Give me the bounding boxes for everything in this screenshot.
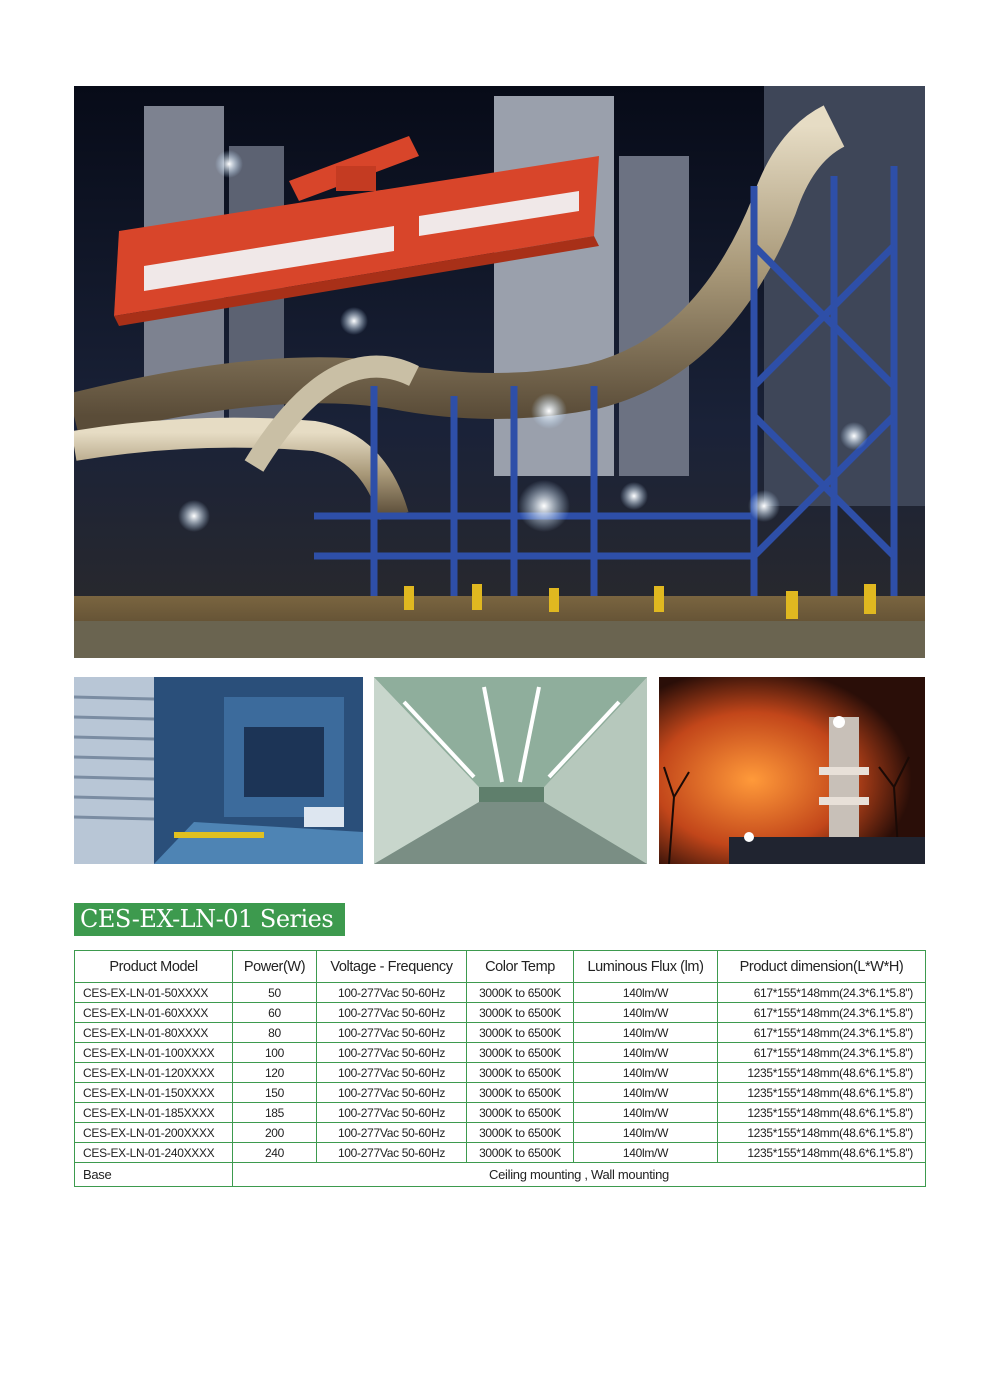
header-product-dimension: Product dimension(L*W*H): [718, 951, 926, 983]
cell-power: 150: [233, 1083, 317, 1103]
cell-dimension: 617*155*148mm(24.3*6.1*5.8"): [718, 1023, 926, 1043]
cell-flux: 140lm/W: [574, 1063, 718, 1083]
cell-power: 60: [233, 1003, 317, 1023]
cell-voltage: 100-277Vac 50-60Hz: [317, 1043, 467, 1063]
cell-voltage: 100-277Vac 50-60Hz: [317, 1123, 467, 1143]
cell-color-temp: 3000K to 6500K: [467, 1043, 574, 1063]
table-row-base: [75, 1163, 926, 1187]
thumbnail-corridor: [374, 677, 647, 864]
cell-dimension: 617*155*148mm(24.3*6.1*5.8"): [718, 983, 926, 1003]
header-product-model: Product Model: [75, 951, 233, 983]
cell-flux: 140lm/W: [574, 983, 718, 1003]
cell-dimension: 617*155*148mm(24.3*6.1*5.8"): [718, 1003, 926, 1023]
cell-power: 120: [233, 1063, 317, 1083]
cell-power: 50: [233, 983, 317, 1003]
cell-dimension: 1235*155*148mm(48.6*6.1*5.8"): [718, 1123, 926, 1143]
cell-voltage: 100-277Vac 50-60Hz: [317, 1143, 467, 1163]
cell-color-temp: 3000K to 6500K: [467, 1023, 574, 1043]
cell-model: CES-EX-LN-01-100XXXX: [75, 1043, 233, 1063]
table-header-row: [75, 951, 926, 983]
cell-color-temp: 3000K to 6500K: [467, 1003, 574, 1023]
cell-power: 100: [233, 1043, 317, 1063]
cell-voltage: 100-277Vac 50-60Hz: [317, 1083, 467, 1103]
cell-model: CES-EX-LN-01-80XXXX: [75, 1023, 233, 1043]
cell-color-temp: 3000K to 6500K: [467, 1143, 574, 1163]
cell-voltage: 100-277Vac 50-60Hz: [317, 1003, 467, 1023]
hero-industrial-image: [74, 86, 925, 658]
cell-voltage: 100-277Vac 50-60Hz: [317, 1063, 467, 1083]
cell-model: CES-EX-LN-01-185XXXX: [75, 1103, 233, 1123]
cell-model: CES-EX-LN-01-200XXXX: [75, 1123, 233, 1143]
header-power: Power(W): [233, 951, 317, 983]
cell-color-temp: 3000K to 6500K: [467, 983, 574, 1003]
table-row: [75, 1123, 926, 1143]
cell-power: 185: [233, 1103, 317, 1123]
cell-flux: 140lm/W: [574, 1103, 718, 1123]
cell-power: 200: [233, 1123, 317, 1143]
cell-flux: 140lm/W: [574, 1003, 718, 1023]
industrial-plant-with-explosion-proof-light-image: [74, 86, 925, 658]
cell-flux: 140lm/W: [574, 1083, 718, 1103]
table-row: [75, 1063, 926, 1083]
table-row: [75, 1043, 926, 1063]
warehouse-interior-image: [74, 677, 363, 864]
table-row: [75, 1023, 926, 1043]
cell-flux: 140lm/W: [574, 1123, 718, 1143]
table-row: [75, 1003, 926, 1023]
cell-voltage: 100-277Vac 50-60Hz: [317, 1103, 467, 1123]
header-color-temp: Color Temp: [467, 951, 574, 983]
table-row: [75, 1083, 926, 1103]
cell-voltage: 100-277Vac 50-60Hz: [317, 1023, 467, 1043]
cell-base-label: Base: [75, 1163, 233, 1187]
cell-voltage: 100-277Vac 50-60Hz: [317, 983, 467, 1003]
cell-model: CES-EX-LN-01-120XXXX: [75, 1063, 233, 1083]
cell-color-temp: 3000K to 6500K: [467, 1103, 574, 1123]
cell-model: CES-EX-LN-01-60XXXX: [75, 1003, 233, 1023]
cell-flux: 140lm/W: [574, 1023, 718, 1043]
cell-dimension: 1235*155*148mm(48.6*6.1*5.8"): [718, 1063, 926, 1083]
cell-flux: 140lm/W: [574, 1143, 718, 1163]
cell-model: CES-EX-LN-01-50XXXX: [75, 983, 233, 1003]
cell-dimension: 1235*155*148mm(48.6*6.1*5.8"): [718, 1083, 926, 1103]
thumbnail-warehouse: [74, 677, 363, 864]
cell-power: 80: [233, 1023, 317, 1043]
cell-color-temp: 3000K to 6500K: [467, 1083, 574, 1103]
spec-table: [74, 950, 926, 1187]
cell-dimension: 1235*155*148mm(48.6*6.1*5.8"): [718, 1103, 926, 1123]
cell-color-temp: 3000K to 6500K: [467, 1123, 574, 1143]
cell-base-value: Ceiling mounting , Wall mounting: [233, 1163, 926, 1187]
series-title: CES-EX-LN-01 Series: [74, 903, 345, 936]
cold-storage-corridor-image: [374, 677, 647, 864]
cell-color-temp: 3000K to 6500K: [467, 1063, 574, 1083]
table-row: [75, 983, 926, 1003]
cell-model: CES-EX-LN-01-240XXXX: [75, 1143, 233, 1163]
header-voltage-frequency: Voltage - Frequency: [317, 951, 467, 983]
cell-power: 240: [233, 1143, 317, 1163]
thumbnail-refinery: [659, 677, 925, 864]
cell-model: CES-EX-LN-01-150XXXX: [75, 1083, 233, 1103]
table-row: [75, 1143, 926, 1163]
header-luminous-flux: Luminous Flux (lm): [574, 951, 718, 983]
cell-dimension: 617*155*148mm(24.3*6.1*5.8"): [718, 1043, 926, 1063]
refinery-flare-night-image: [659, 677, 925, 864]
cell-flux: 140lm/W: [574, 1043, 718, 1063]
table-row: [75, 1103, 926, 1123]
cell-dimension: 1235*155*148mm(48.6*6.1*5.8"): [718, 1143, 926, 1163]
